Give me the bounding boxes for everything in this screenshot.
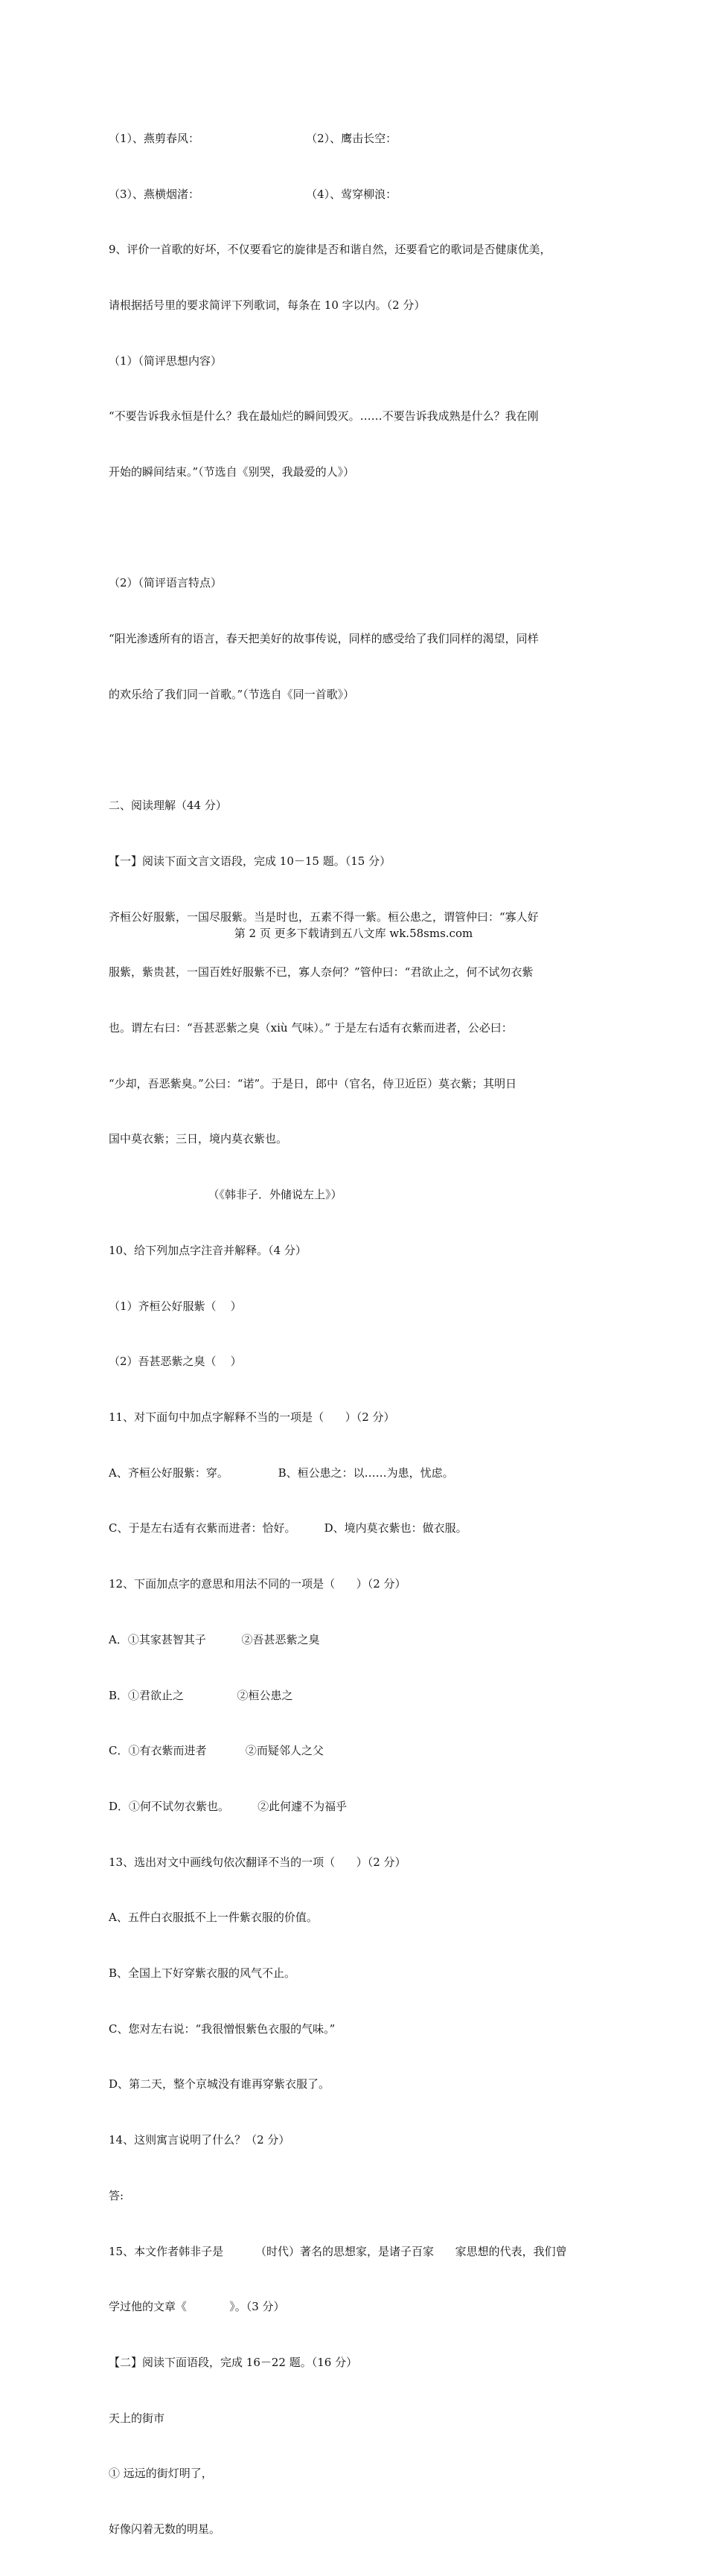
lyric-quote: 的欢乐给了我们同一首歌。”（节选自《同一首歌》） — [109, 687, 355, 701]
lyric-quote: “不要告诉我永恒是什么？我在最灿烂的瞬间毁灭。……不要告诉我成熟是什么？我在刚 — [109, 409, 539, 424]
option-line: C、于是左右适有衣紫而进者：恰好。 D、境内莫衣紫也：做衣服。 — [109, 1521, 467, 1535]
option-line: D．①何不试勿衣紫也。 ②此何遽不为福乎 — [109, 1799, 348, 1813]
subsection-heading: 【一】阅读下面文言文语段，完成 10－15 题。（15 分） — [109, 854, 391, 868]
text-line: （3）、燕横烟渚： （4）、莺穿柳浪： — [109, 187, 397, 201]
poem-line: ① 远远的街灯明了， — [109, 2467, 213, 2481]
passage-line: “少却，吾恶紫臭。”公曰：“诺”。于是日，郎中（官名，侍卫近臣）莫衣紫；其明日 — [109, 1076, 517, 1090]
blank-line — [109, 519, 603, 537]
question-15: 15、本文作者韩非子是 （时代）著名的思想家，是诸子百家 家思想的代表，我们曾 — [109, 2244, 567, 2258]
text-line: （2）吾甚恶紫之臭（ ） — [109, 1355, 242, 1369]
subsection-heading: 【二】阅读下面语段，完成 16－22 题。（16 分） — [109, 2355, 358, 2369]
text-line: （1）、燕剪春风： （2）、鹰击长空： — [109, 131, 397, 145]
passage-line: 齐桓公好服紫，一国尽服紫。当是时也，五素不得一紫。桓公患之，谓管仲曰：“寡人好 — [109, 910, 539, 924]
text-line: （1）齐桓公好服紫（ ） — [109, 1299, 242, 1313]
passage-source: （《韩非子．外储说左上》） — [109, 1188, 342, 1202]
page-footer: 第 2 页 更多下载请到五八文库 wk.58sms.com — [234, 927, 473, 940]
poem-line: 好像闪着无数的明星。 — [109, 2522, 221, 2537]
lyric-quote: 开始的瞬间结束。”（节选自《别哭，我最爱的人》） — [109, 465, 355, 479]
text-line: （2）（简评语言特点） — [109, 576, 223, 590]
answer-label: 答: — [109, 2188, 124, 2202]
text-line: 学过他的文章《 》。（3 分） — [109, 2300, 285, 2314]
option-line: A．①其家甚智其子 ②吾甚恶紫之臭 — [109, 1632, 320, 1646]
option-line: C．①有衣紫而进者 ②而疑邻人之父 — [109, 1744, 324, 1758]
text-line: （1）（简评思想内容） — [109, 354, 223, 368]
poem-title: 天上的街市 — [109, 2411, 165, 2425]
option-line: A、五件白衣服抵不上一件紫衣服的价值。 — [109, 1911, 318, 1925]
passage-line: 也。谓左右曰：“吾甚恶紫之臭（xiù 气味）。” 于是左右适有衣紫而进者，公必曰： — [109, 1021, 513, 1035]
page-content — [109, 92, 603, 2576]
option-line: B、全国上下好穿紫衣服的风气不止。 — [109, 1966, 296, 1981]
question-13: 13、选出对文中画线句依次翻译不当的一项（ ）（2 分） — [109, 1855, 406, 1869]
passage-line: 国中莫衣紫；三日，境内莫衣紫也。 — [109, 1132, 288, 1146]
question-12: 12、下面加点字的意思和用法不同的一项是（ ）（2 分） — [109, 1577, 406, 1591]
question-9: 9、评价一首歌的好坏，不仅要看它的旋律是否和谐自然，还要看它的歌词是否健康优美， — [109, 243, 551, 257]
passage-line: 服紫，紫贵甚，一国百姓好服紫不已，寡人奈何？”管仲曰：“君欲止之，何不试勿衣紫 — [109, 965, 534, 979]
blank-line — [109, 741, 603, 760]
question-11: 11、对下面句中加点字解释不当的一项是（ ）（2 分） — [109, 1410, 395, 1424]
question-14: 14、这则寓言说明了什么？（2 分） — [109, 2133, 290, 2147]
option-line: C、您对左右说：“我很憎恨紫色衣服的气味。” — [109, 2022, 336, 2036]
lyric-quote: “阳光渗透所有的语言，春天把美好的故事传说，同样的感受给了我们同样的渴望，同样 — [109, 632, 539, 646]
option-line: A、齐桓公好服紫：穿。 B、桓公患之：以……为患，忧虑。 — [109, 1466, 454, 1480]
text-line: 请根据括号里的要求简评下列歌词，每条在 10 字以内。（2 分） — [109, 298, 426, 312]
section-heading: 二、阅读理解（44 分） — [109, 799, 227, 813]
option-line: B．①君欲止之 ②桓公患之 — [109, 1688, 293, 1702]
question-10: 10、给下列加点字注音并解释。（4 分） — [109, 1243, 307, 1257]
option-line: D、第二天，整个京城没有谁再穿紫衣服了。 — [109, 2077, 330, 2091]
